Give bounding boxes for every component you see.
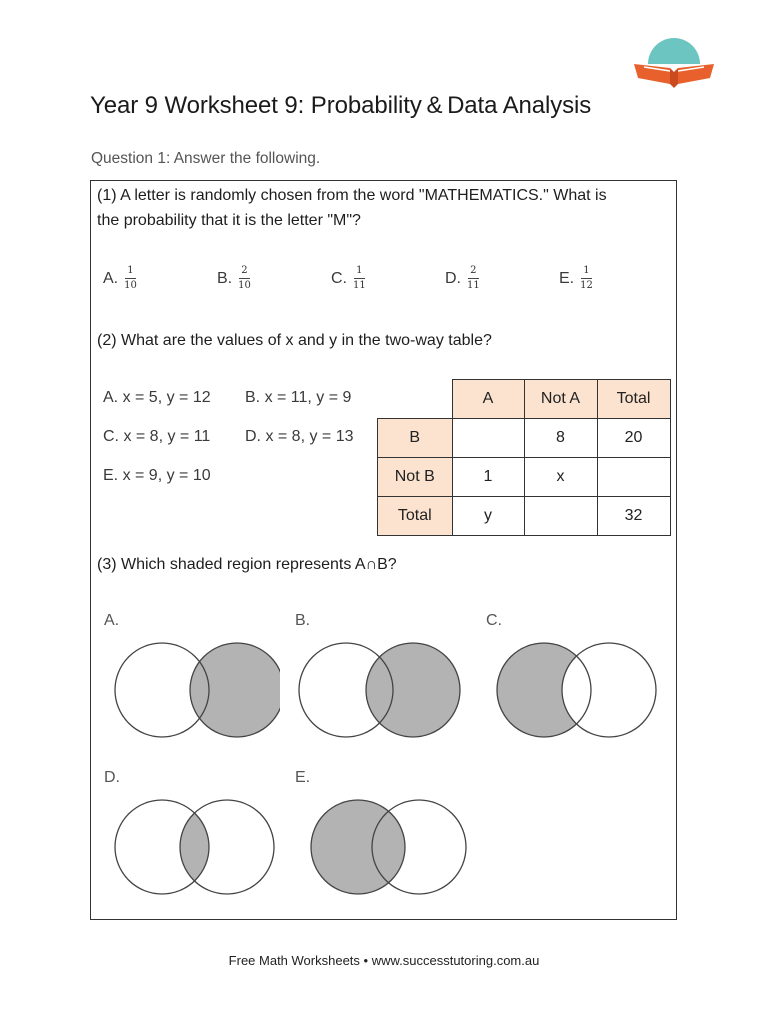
venn-diagram-a[interactable] (110, 638, 280, 742)
venn-diagram-b[interactable] (294, 638, 464, 742)
table-row-header: Total (378, 497, 453, 536)
venn-diagram-c[interactable] (492, 638, 662, 742)
question-heading: Question 1: Answer the following. (91, 150, 321, 167)
table-col-header: A (452, 380, 524, 419)
table-cell: 32 (597, 497, 670, 536)
q1-option-b[interactable]: B. $\frac{2}{10}$ (217, 265, 251, 291)
table-row (378, 419, 671, 458)
q3-option-e-label[interactable]: E. (295, 769, 311, 786)
q1-option-e[interactable]: E. $\frac{1}{12}$ (559, 265, 593, 291)
table-cell (452, 419, 524, 458)
q3-option-b-label[interactable]: B. (295, 612, 311, 629)
q1-text-line2: the probability that it is the letter "M"? (97, 212, 361, 229)
table-col-header: Total (597, 380, 670, 419)
q3-option-c-label[interactable]: C. (486, 612, 502, 629)
table-cell: y (452, 497, 524, 536)
table-cell: 20 (597, 419, 670, 458)
open-book-icon (630, 34, 718, 94)
q1-option-c[interactable]: C. $\frac{1}{11}$ (331, 265, 366, 291)
venn-diagram-d[interactable] (110, 795, 280, 899)
venn-diagram-e[interactable] (306, 795, 476, 899)
q3-option-d-label[interactable]: D. (104, 769, 120, 786)
q2-option-e[interactable]: E. x = 9, y = 10 (103, 467, 211, 484)
q2-option-a[interactable]: A. x = 5, y = 12 (103, 389, 211, 406)
table-col-header: Not A (524, 380, 597, 419)
table-row-header: B (378, 419, 453, 458)
table-header-row (378, 380, 671, 419)
table-row (378, 497, 671, 536)
table-cell: 8 (524, 419, 597, 458)
footer-text: Free Math Worksheets • www.successtutoring.com.au (228, 953, 540, 968)
table-cell: x (524, 458, 597, 497)
q1-text-line1: (1) A letter is randomly chosen from the word "MATHEMATICS." What is (97, 187, 607, 204)
q1-option-d[interactable]: D. $\frac{2}{11}$ (445, 265, 480, 291)
table-corner (378, 380, 453, 419)
table-cell (524, 497, 597, 536)
q2-option-d[interactable]: D. x = 8, y = 13 (245, 428, 354, 445)
two-way-table (377, 379, 671, 536)
table-row-header: Not B (378, 458, 453, 497)
table-row (378, 458, 671, 497)
q2-option-b[interactable]: B. x = 11, y = 9 (245, 389, 352, 406)
q3-text: (3) Which shaded region represents A∩B? (97, 556, 397, 573)
q1-option-a[interactable]: A. $\frac{1}{10}$ (103, 265, 137, 291)
page-title: Year 9 Worksheet 9: Probability & Data Analysis (90, 92, 592, 119)
table-cell (597, 458, 670, 497)
q2-option-c[interactable]: C. x = 8, y = 11 (103, 428, 211, 445)
table-cell: 1 (452, 458, 524, 497)
q3-option-a-label[interactable]: A. (104, 612, 120, 629)
q2-text: (2) What are the values of x and y in the two-way table? (97, 332, 492, 349)
